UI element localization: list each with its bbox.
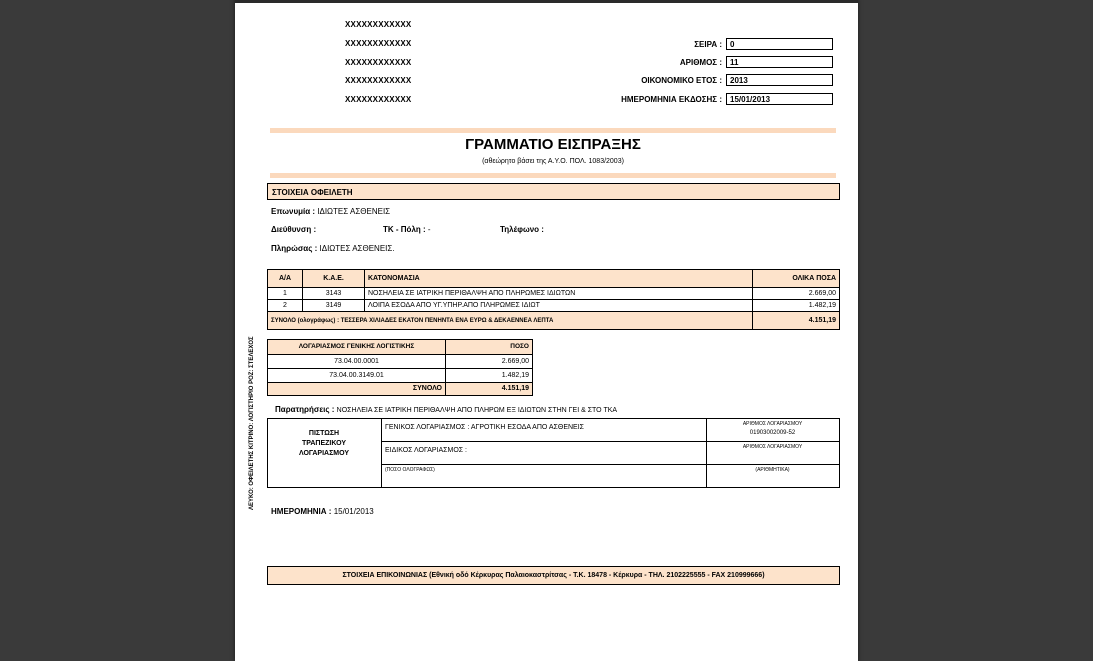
copy-distribution-text: ΛΕΥΚΟ: ΟΦΕΙΛΕΤΗΣ ΚΙΤΡΙΝΟ: ΛΟΓΙΣΤΗΡΙΟ ΡΟΖ: ΣΤΕΛΕΧΟΣ xyxy=(249,336,255,510)
ledger-amount: 1.482,19 xyxy=(446,369,533,383)
col-ledger-account: ΛΟΓΑΡΙΑΣΜΟΣ ΓΕΝΙΚΗΣ ΛΟΓΙΣΤΙΚΗΣ xyxy=(268,340,446,355)
row-amount: 2.669,00 xyxy=(753,288,840,300)
title-top-stripe xyxy=(270,128,836,133)
ledger-table xyxy=(267,339,533,396)
contact-footer: ΣΤΟΙΧΕΙΑ ΕΠΙΚΟΙΝΩΝΙΑΣ (Εθνική οδό Κέρκυρας Παλαιοκαστρίτσας - Τ.Κ. 18478 - Κέρκυρα - ΤΗΛ. 2102225555 - FAX 210999666) xyxy=(267,566,840,585)
table-row xyxy=(268,369,533,383)
header-placeholder-3: XXXXXXXXXXXX xyxy=(345,58,412,67)
payer-label: Πληρώσας : xyxy=(271,244,318,253)
col-kae: Κ.Α.Ε. xyxy=(303,270,365,288)
fiscal-year-label: ΟΙΚΟΝΟΜΙΚΟ ΕΤΟΣ : xyxy=(641,76,722,85)
special-account: ΕΙΔΙΚΟΣ ΛΟΓΑΡΙΑΣΜΟΣ : xyxy=(385,447,467,454)
table-row xyxy=(268,355,533,369)
date-value: 15/01/2013 xyxy=(333,507,374,516)
phone-label: Τηλέφωνο : xyxy=(500,225,544,234)
items-table xyxy=(267,269,840,330)
debtor-name-value: ΙΔΙΩΤΕΣ ΑΣΘΕΝΕΙΣ xyxy=(317,207,391,216)
date-row xyxy=(271,507,374,516)
header-placeholder-5: XXXXXXXXXXXX xyxy=(345,95,412,104)
debtor-name-label: Επωνυμία : xyxy=(271,207,316,216)
col-description: ΚΑΤΟΝΟΜΑΣΙΑ xyxy=(365,270,753,288)
row-amount: 1.482,19 xyxy=(753,300,840,312)
issue-date-field: 15/01/2013 xyxy=(726,93,833,105)
debtor-name-row xyxy=(271,207,390,216)
address-label: Διεύθυνση : xyxy=(271,225,317,234)
fiscal-year-field: 2013 xyxy=(726,74,833,86)
header-placeholder-1: XXXXXXXXXXXX xyxy=(345,20,412,29)
bank-divider-left xyxy=(381,419,382,487)
total-amount: 4.151,19 xyxy=(753,312,840,330)
debtor-section-header: ΣΤΟΙΧΕΙΑ ΟΦΕΙΛΕΤΗ xyxy=(267,183,840,200)
copy-distribution-note xyxy=(249,290,263,510)
row-kae: 3143 xyxy=(303,288,365,300)
col-aa: Α/Α xyxy=(268,270,303,288)
account-number-label-1: ΑΡΙΘΜΟΣ ΛΟΓΑΡΙΑΣΜΟΥ xyxy=(742,421,803,427)
ledger-account: 73.04.00.0001 xyxy=(268,355,446,369)
remarks-row xyxy=(275,405,617,414)
zip-city-row xyxy=(383,225,431,234)
total-words: ΣΥΝΟΛΟ (ολογράφως) : ΤΕΣΣΕΡΑ ΧΙΛΙΑΔΕΣ ΕΚΑΤΟΝ ΠΕΝΗΝΤΑ ΕΝΑ ΕΥΡΩ & ΔΕΚΑΕΝΝΕΑ ΛΕΠΤΑ xyxy=(268,312,753,330)
page-top-border xyxy=(235,0,858,3)
remarks-value: ΝΟΣΗΛΕΙΑ ΣΕ ΙΑΤΡΙΚΗ ΠΕΡΙΘΑΛΨΗ ΑΠΟ ΠΛΗΡΩΜ ΕΞ ΙΔΙΩΤΩΝ ΣΤΗΝ ΓΕΙ & ΣΤΟ ΤΚΑ xyxy=(336,407,618,414)
amount-numeric-label: (ΑΡΙΘΜΗΤΙΚΑ) xyxy=(755,467,790,473)
table-row xyxy=(268,288,840,300)
bank-credit-label: ΠΙΣΤΩΣΗ ΤΡΑΠΕΖΙΚΟΥ ΛΟΓΑΡΙΑΣΜΟΥ xyxy=(298,430,350,457)
ledger-account: 73.04.00.3149.01 xyxy=(268,369,446,383)
issue-date-label: ΗΜΕΡΟΜΗΝΙΑ ΕΚΔΟΣΗΣ : xyxy=(621,95,722,104)
zip-city-label: ΤΚ - Πόλη : xyxy=(383,225,426,234)
ledger-total-amount: 4.151,19 xyxy=(446,383,533,396)
row-description: ΛΟΙΠΑ ΕΣΟΔΑ ΑΠΟ ΥΓ.ΥΠΗΡ.ΑΠΟ ΠΛΗΡΩΜΕΣ ΙΔΙΩΤ xyxy=(365,300,753,312)
row-aa: 1 xyxy=(268,288,303,300)
document-subtitle: (αθεώρητο βάσει της Α.Υ.Ο. ΠΟΛ. 1083/2003) xyxy=(482,158,624,165)
table-row xyxy=(268,300,840,312)
zip-city-value: - xyxy=(427,225,431,234)
amount-words-label: (ΠΟΣΟ ΟΛΟΓΡΑΦΩΣ) xyxy=(385,467,435,473)
row-aa: 2 xyxy=(268,300,303,312)
payer-value: ΙΔΙΩΤΕΣ ΑΣΘΕΝΕΙΣ. xyxy=(319,244,395,253)
payer-row xyxy=(271,244,395,253)
col-total-amount: ΟΛΙΚΑ ΠΟΣΑ xyxy=(753,270,840,288)
document-title: ΓΡΑΜΜΑΤΙΟ ΕΙΣΠΡΑΞΗΣ xyxy=(465,136,641,153)
account-number-label-2: ΑΡΙΘΜΟΣ ΛΟΓΑΡΙΑΣΜΟΥ xyxy=(742,444,803,450)
title-bottom-stripe xyxy=(270,173,836,178)
remarks-label: Παρατηρήσεις : xyxy=(275,405,335,414)
ledger-total-label: ΣΥΝΟΛΟ xyxy=(268,383,446,396)
document-page xyxy=(235,0,858,661)
series-field: 0 xyxy=(726,38,833,50)
row-description: ΝΟΣΗΛΕΙΑ ΣΕ ΙΑΤΡΙΚΗ ΠΕΡΙΘΑΛΨΗ ΑΠΟ ΠΛΗΡΩΜΕΣ ΙΔΙΩΤΩΝ xyxy=(365,288,753,300)
date-label: ΗΜΕΡΟΜΗΝΙΑ : xyxy=(271,507,332,516)
bank-credit-box xyxy=(267,418,840,488)
row-kae: 3149 xyxy=(303,300,365,312)
general-account: ΓΕΝΙΚΟΣ ΛΟΓΑΡΙΑΣΜΟΣ : ΑΓΡΟΤΙΚΗ ΕΣΟΔΑ ΑΠΟ ΑΣΘΕΝΕΙΣ xyxy=(385,424,584,431)
header-placeholder-4: XXXXXXXXXXXX xyxy=(345,76,412,85)
bank-hline-1 xyxy=(381,441,839,442)
account-number-1: 01903002009-52 xyxy=(749,430,796,436)
ledger-amount: 2.669,00 xyxy=(446,355,533,369)
bank-hline-2 xyxy=(381,464,839,465)
number-field: 11 xyxy=(726,56,833,68)
header-placeholder-2: XXXXXXXXXXXX xyxy=(345,39,412,48)
col-ledger-amount: ΠΟΣΟ xyxy=(446,340,533,355)
series-label: ΣΕΙΡΑ : xyxy=(694,40,722,49)
number-label: ΑΡΙΘΜΟΣ : xyxy=(679,58,722,67)
